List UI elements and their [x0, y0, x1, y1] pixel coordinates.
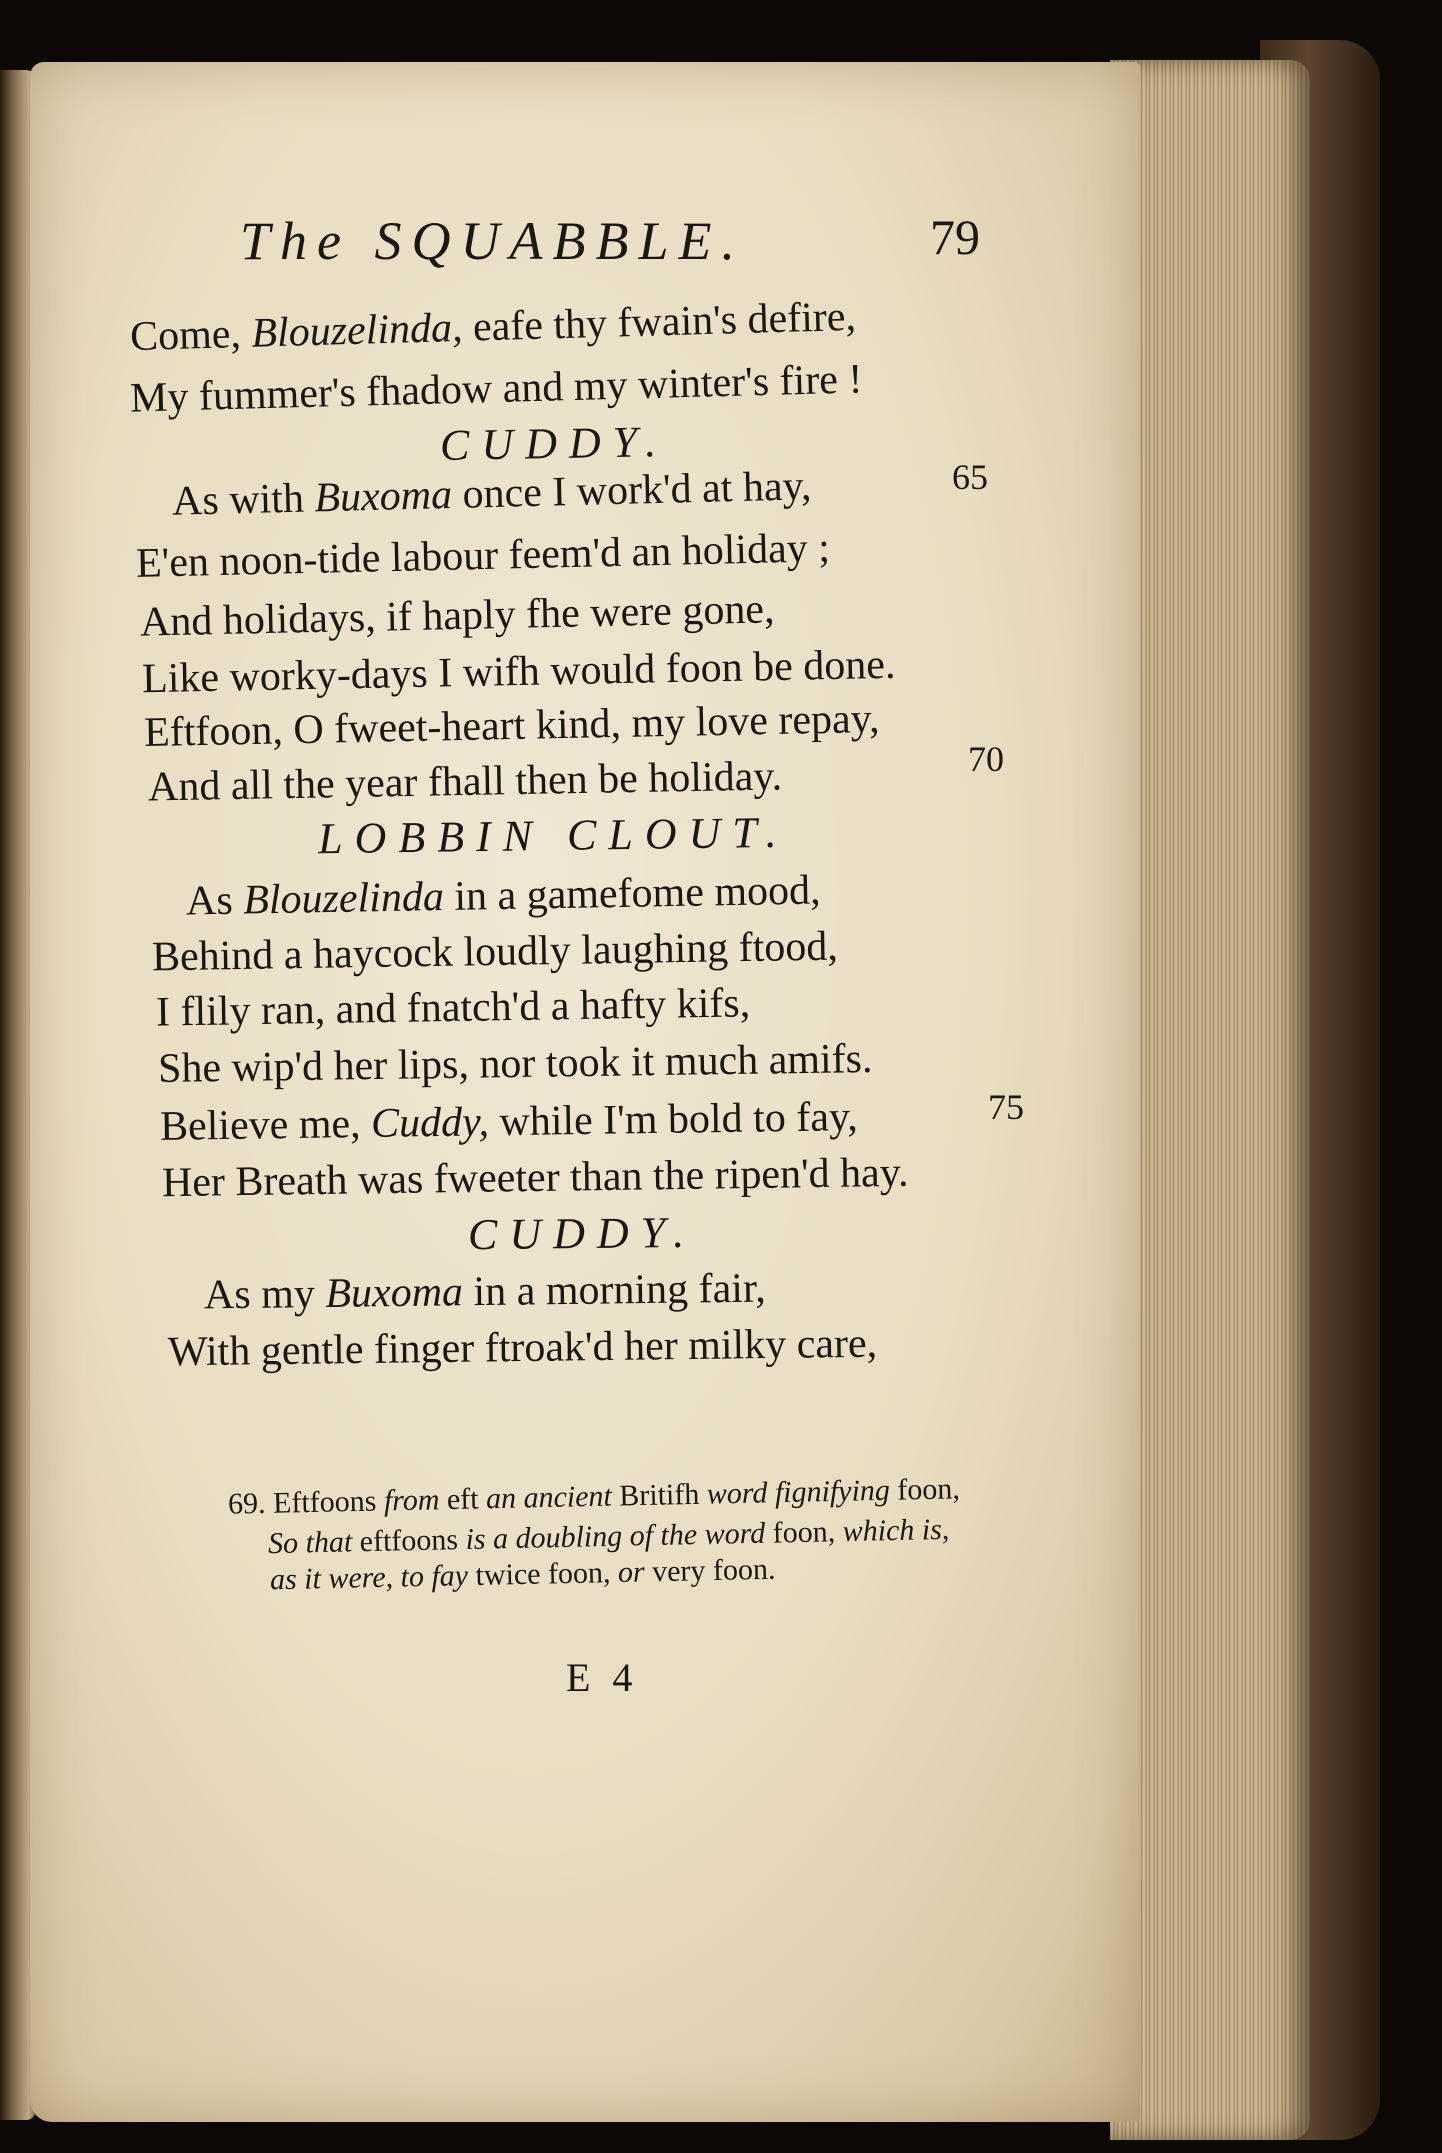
footnote-line: 69. Eftfoons from eft an ancient Britifh word fignifying foon, [227, 1472, 961, 1521]
verse-line: As my Buxoma in a morning fair, [203, 1265, 767, 1319]
footnote-line: So that eftfoons is a doubling of the word foon, which is, [267, 1512, 950, 1561]
line-number: 65 [952, 457, 988, 497]
verse-line: Behind a haycock loudly laughing ftood, [151, 923, 839, 981]
verse-line: Eftfoon, O fweet-heart kind, my love repay, [143, 695, 880, 757]
line-number: 70 [968, 739, 1004, 779]
verse-line: And all the year fhall then be holiday. [147, 753, 783, 811]
verse-line: As with Buxoma once I work'd at hay, [171, 463, 812, 525]
verse-line: She wip'd her lips, nor took it much amifs. [157, 1036, 873, 1092]
running-title: The SQUABBLE. [240, 211, 745, 271]
verse-line: I flily ran, and fnatch'd a hafty kifs, [155, 980, 751, 1036]
verse-line: As Blouzelinda in a gamefome mood, [185, 867, 821, 925]
verse-line: And holidays, if haply fhe were gone, [139, 586, 775, 646]
footnote-line: as it were, to fay twice foon, or very foon. [269, 1552, 776, 1597]
line-number: 75 [988, 1087, 1024, 1127]
page-number: 79 [930, 209, 980, 265]
speaker-label: CUDDY. [439, 417, 669, 470]
verse-line: Like worky-days I wifh would foon be done. [141, 641, 896, 703]
verse-line: My fummer's fhadow and my winter's fire ! [129, 356, 863, 422]
verse-line: With gentle finger ftroak'd her milky care, [167, 1320, 878, 1376]
speaker-label: CUDDY. [467, 1207, 697, 1260]
signature-mark: E 4 [566, 1655, 639, 1700]
verse-line: Her Breath was fweeter than the ripen'd hay. [161, 1149, 909, 1207]
verse-line: E'en noon-tide labour feem'd an holiday ; [135, 525, 831, 587]
verse-line: Believe me, Cuddy, while I'm bold to fay, [159, 1094, 859, 1150]
speaker-label: LOBBIN CLOUT. [317, 807, 789, 864]
verse-line: Come, Blouzelinda, eafe thy fwain's defire, [129, 293, 857, 361]
page-block-edges [1110, 60, 1310, 2140]
